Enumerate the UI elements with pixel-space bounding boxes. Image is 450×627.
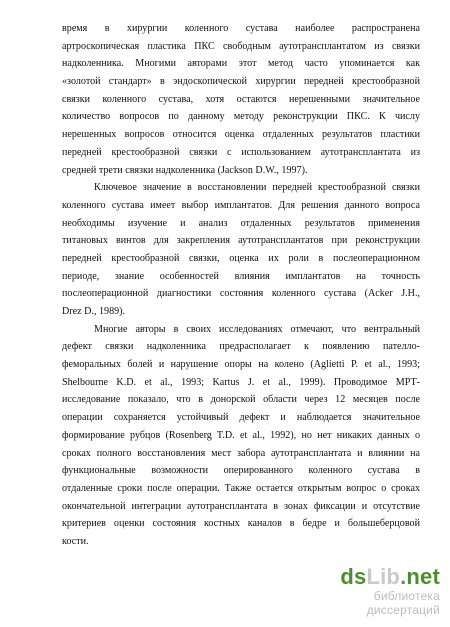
dslib-watermark[interactable]: [315, 565, 440, 617]
logo-part-lib: Lib: [366, 564, 401, 589]
paragraph-2: [62, 179, 420, 321]
logo-part-net: net: [406, 564, 440, 589]
text-line: окончательной интеграции аутотрансплантата в зонах фиксации и отсутствие: [62, 500, 420, 512]
text-line: операции сохраняется устойчивый дефект и наблюдается значительное: [62, 412, 420, 424]
paragraph-3: [62, 321, 420, 551]
text-line: передней крестообразной связки, оценка их роли в послеоперационном: [62, 252, 420, 264]
text-line: артроскопическая пластика ПКС свободным аутотрансплантатом из связки: [62, 40, 420, 52]
text-line: «золотой стандарт» в эндоскопической хирургии передней крестообразной: [62, 76, 420, 88]
text-line: исследование показало, что в донорской области через 12 месяцев после: [62, 394, 420, 406]
logo-part-dot: .: [400, 564, 407, 589]
text-line: Многие авторы в своих исследованиях отмечают, что вентральный: [94, 323, 420, 335]
text-line: периоде, знание особенностей влияния имплантатов на точность: [62, 270, 420, 282]
text-line: формирование рубцов (Rosenberg T.D. et al., 1992), но нет никаких данных о: [62, 429, 420, 441]
text-line: связки коленного сустава, хотя остаются нерешенными значительное: [62, 93, 420, 105]
text-line: надколенника. Многими авторами этот метод часто упоминается как: [62, 58, 420, 70]
document-body: [62, 20, 420, 551]
text-line: функциональные возможности оперированного коленного сустава в: [62, 465, 420, 477]
text-line: послеоперационной диагностики состояния коленного сустава (Acker J.H.,: [62, 288, 420, 300]
text-line: необходимы изучение и анализ отдаленных результатов применения: [62, 217, 420, 229]
text-line: Drez D., 1989).: [62, 306, 126, 317]
watermark-subtitle: библиотека диссертаций: [366, 589, 440, 617]
text-line: Shelbourne K.D. et al., 1993; Kartus J. et al., 1999). Проводимое МРТ-: [62, 376, 420, 388]
text-line: критериев оценки состояния костных каналов в бедре и большеберцовой: [62, 518, 420, 530]
logo-part-ds: ds: [340, 564, 367, 589]
text-line: сроках полного восстановления мест забора аутотрансплантата и влиянии на: [62, 447, 420, 459]
text-line: количество вопросов по данному методу реконструкции ПКС. К числу: [62, 111, 420, 123]
paragraph-1: [62, 20, 420, 179]
text-line: передней крестообразной связки с использованием аутотрансплантата из: [62, 146, 420, 158]
text-line: феморальных болей и нарушение опоры на колено (Aglietti P. et al., 1993;: [62, 359, 420, 371]
text-line: дефект связки надколенника предрасполагает к появлению пателло-: [62, 341, 420, 353]
text-line: нерешенных вопросов относится оценка отдаленных результатов пластики: [62, 129, 420, 141]
text-line: отдаленные сроки после операции. Также остается открытым вопрос о сроках: [62, 482, 420, 494]
text-line: время в хирургии коленного сустава наиболее распространена: [62, 23, 420, 34]
text-line: Ключевое значение в восстановлении передней крестообразной связки: [94, 182, 420, 194]
text-line: кости.: [62, 535, 89, 547]
dslib-logo: [315, 565, 440, 589]
text-line: коленного сустава имеет выбор имплантатов. Для решения данного вопроса: [62, 199, 420, 211]
text-line: средней трети связки надколенника (Jackson D.W., 1997).: [62, 164, 308, 176]
text-line: титановых винтов для закрепления аутотрансплантатов при реконструкции: [62, 235, 420, 247]
